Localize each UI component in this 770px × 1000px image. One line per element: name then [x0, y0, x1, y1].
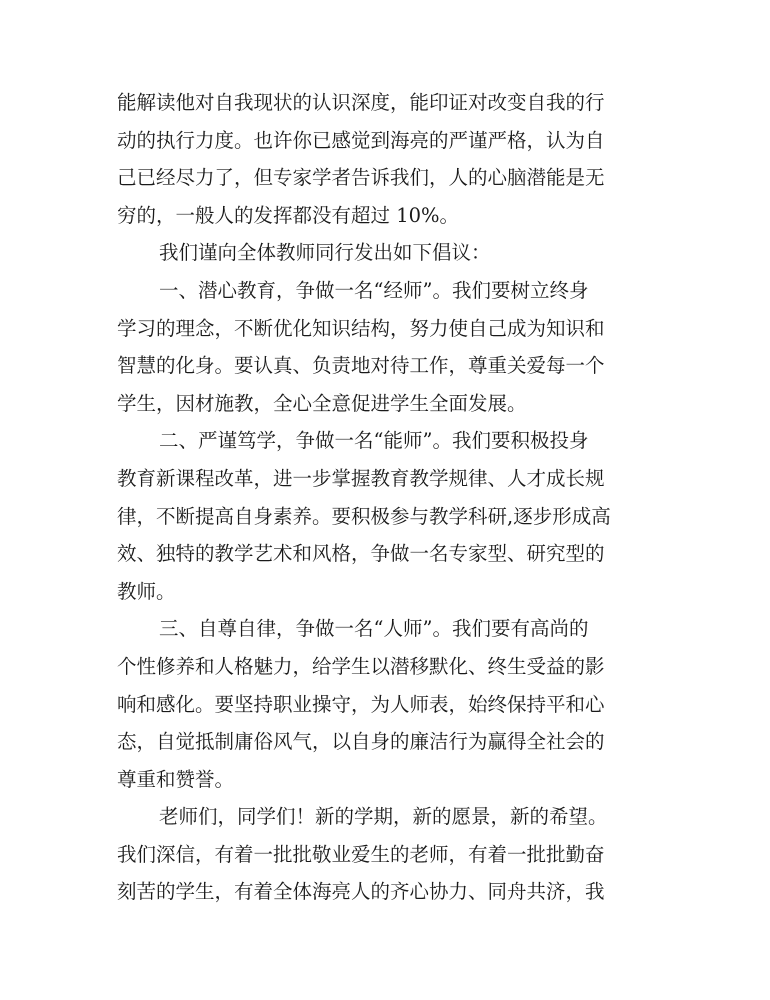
text-line: 老师们，同学们！新的学期，新的愿景，新的希望。 [159, 805, 608, 829]
text-line: 学习的理念，不断优化知识结构，努力使自己成为知识和 [117, 316, 605, 340]
text-line: 教育新课程改革，进一步掌握教育教学规律、人才成长规 [117, 466, 605, 490]
text-line: 一、潜心教育，争做一名“经师”。我们要树立终身 [159, 278, 589, 302]
text-line: 学生，因材施教，全心全意促进学生全面发展。 [117, 391, 527, 415]
text-line: 穷的，一般人的发挥都没有超过 10%。 [117, 203, 460, 227]
document-body [117, 84, 637, 911]
text-line: 尊重和赞誉。 [117, 767, 235, 791]
text-line: 态，自觉抵制庸俗风气，以自身的廉洁行为赢得全社会的 [117, 730, 605, 754]
text-line: 动的执行力度。也许你已感觉到海亮的严谨严格，认为自 [117, 128, 605, 152]
text-line: 效、独特的教学艺术和风格，争做一名专家型、研究型的 [117, 542, 605, 566]
text-line: 个性修养和人格魅力，给学生以潜移默化、终生受益的影 [117, 654, 605, 678]
text-line: 我们谨向全体教师同行发出如下倡议： [159, 241, 491, 265]
text-line: 三、自尊自律，争做一名“人师”。我们要有高尚的 [159, 617, 589, 641]
text-line: 刻苦的学生，有着全体海亮人的齐心协力、同舟共济，我 [117, 880, 605, 904]
text-line: 律，不断提高自身素养。要积极参与教学科研,逐步形成高 [117, 504, 611, 528]
text-line: 智慧的化身。要认真、负责地对待工作，尊重关爱每一个 [117, 354, 605, 378]
text-line: 响和感化。要坚持职业操守，为人师表，始终保持平和心 [117, 692, 605, 716]
text-line: 教师。 [117, 579, 176, 603]
document-page [117, 84, 637, 911]
text-line: 己已经尽力了，但专家学者告诉我们，人的心脑潜能是无 [117, 166, 605, 190]
text-line: 能解读他对自我现状的认识深度，能印证对改变自我的行 [117, 91, 605, 114]
text-line: 我们深信，有着一批批敬业爱生的老师，有着一批批勤奋 [117, 842, 605, 866]
text-line: 二、严谨笃学，争做一名“能师”。我们要积极投身 [159, 429, 589, 453]
